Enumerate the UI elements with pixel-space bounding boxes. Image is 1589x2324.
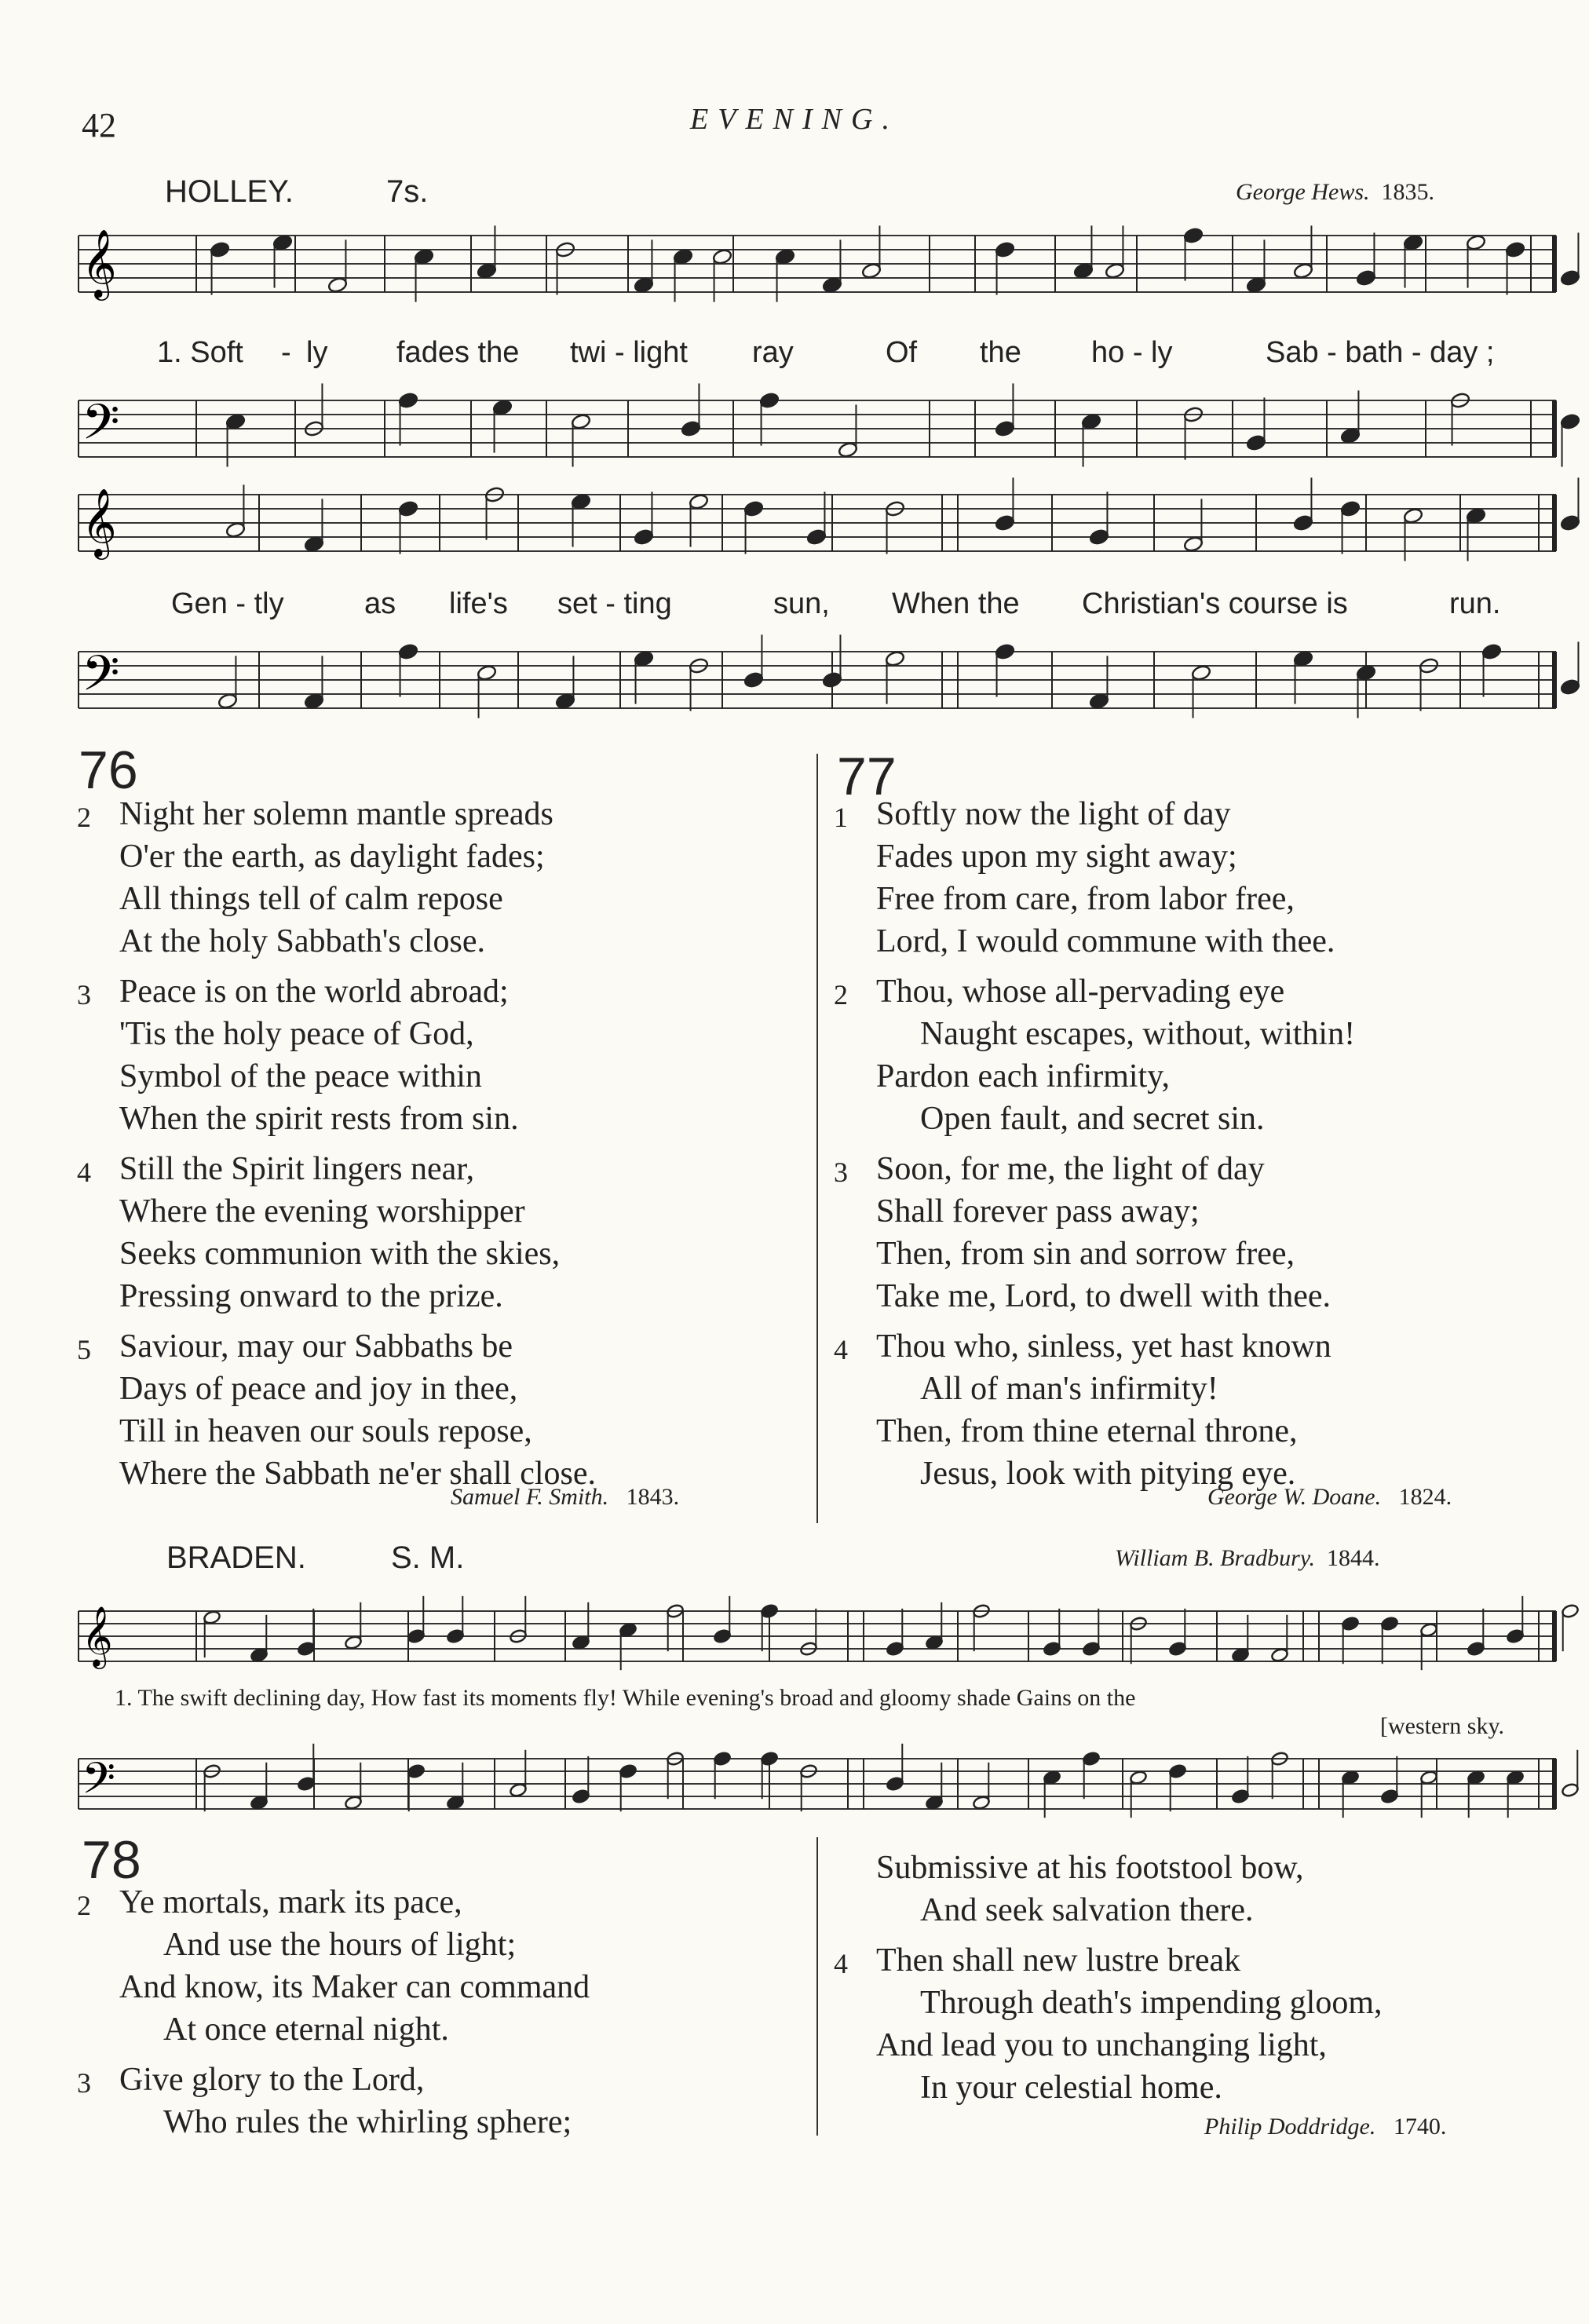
- note-head: [1380, 1616, 1398, 1631]
- note-head: [1183, 535, 1204, 553]
- note-head: [861, 262, 882, 280]
- music-staff: [79, 212, 1556, 316]
- note-head: [925, 1795, 943, 1810]
- tune-name-2: BRADEN.: [166, 1540, 306, 1575]
- note-head: [838, 441, 858, 459]
- lyric-syllable: sun,: [773, 587, 830, 620]
- page-number: 42: [82, 106, 116, 144]
- note-head: [572, 1789, 590, 1803]
- verse-line: Where the Sabbath ne'er shall close.: [119, 1456, 596, 1492]
- note-head: [886, 1776, 904, 1791]
- column-divider-2: [816, 1837, 818, 2136]
- verse-line: Symbol of the peace within: [119, 1058, 482, 1094]
- verse-line: All things tell of calm repose: [119, 881, 503, 917]
- note-head: [407, 1628, 425, 1643]
- note-head: [1560, 678, 1580, 696]
- note-head: [743, 671, 764, 689]
- note-head: [446, 1795, 464, 1810]
- note-head: [272, 234, 293, 251]
- note-head: [217, 692, 238, 710]
- note-head: [806, 528, 827, 546]
- note-head: [1043, 1770, 1061, 1785]
- note-head: [995, 420, 1015, 437]
- note-head: [673, 248, 693, 265]
- note-head: [571, 493, 591, 510]
- note-head: [885, 650, 905, 667]
- lyric-syllable: twi - light: [570, 336, 688, 369]
- verse-number: 3: [77, 2067, 91, 2099]
- note-head: [886, 1641, 904, 1656]
- verse-line: And seek salvation there.: [920, 1892, 1254, 1928]
- lyric-syllable: -: [281, 336, 291, 369]
- verse-number: 4: [834, 1334, 848, 1365]
- verse-line: At once eternal night.: [163, 2012, 449, 2048]
- note-head: [509, 1782, 527, 1797]
- note-head: [210, 241, 230, 258]
- note-head: [1168, 1763, 1186, 1778]
- note-head: [555, 692, 575, 710]
- column-divider: [816, 754, 818, 1523]
- note-head: [398, 392, 418, 409]
- tune-meter-2: S. M.: [391, 1540, 465, 1575]
- note-head: [225, 521, 246, 539]
- note-head: [407, 1763, 425, 1778]
- tune-meter: 7s.: [386, 174, 429, 209]
- note-head: [822, 276, 842, 294]
- note-head: [1560, 514, 1580, 532]
- lyric-syllable: When the: [892, 587, 1020, 620]
- verse-line: In your celestial home.: [920, 2070, 1222, 2106]
- verse-line: Shall forever pass away;: [876, 1193, 1200, 1230]
- note-head: [1191, 664, 1211, 681]
- verse-number: 3: [834, 1157, 848, 1188]
- note-head: [759, 392, 780, 409]
- note-head: [972, 1795, 990, 1810]
- note-head: [1560, 413, 1580, 430]
- note-head: [1246, 434, 1266, 451]
- note-head: [250, 1795, 268, 1810]
- verse-line: When the spirit rests from sin.: [119, 1101, 519, 1137]
- note-head: [250, 1647, 268, 1662]
- note-head: [634, 650, 654, 667]
- verse-line: Still the Spirit lingers near,: [119, 1151, 475, 1187]
- note-head: [572, 1635, 590, 1650]
- verse-line: And lead you to unchanging light,: [876, 2027, 1327, 2063]
- lyric-syllable: as: [364, 587, 396, 620]
- verse-line: Peace is on the world abroad;: [119, 974, 509, 1010]
- note-head: [681, 420, 701, 437]
- note-head: [1082, 1751, 1100, 1766]
- note-head: [1246, 276, 1266, 294]
- note-head: [492, 399, 513, 416]
- verse-line: And know, its Maker can command: [119, 1969, 590, 2005]
- note-head: [1270, 1647, 1288, 1662]
- note-head: [634, 528, 654, 546]
- note-head: [1089, 528, 1109, 546]
- note-head: [304, 692, 324, 710]
- music-staff: [79, 377, 1556, 481]
- note-head: [398, 500, 418, 517]
- note-head: [1341, 1770, 1359, 1785]
- verse-line: Naught escapes, without, within!: [920, 1016, 1356, 1052]
- note-head: [619, 1622, 637, 1637]
- verse-number: 4: [834, 1948, 848, 1979]
- running-head: EVENING.: [690, 103, 899, 136]
- note-head: [1129, 1770, 1147, 1785]
- lyric-syllable: ho - ly: [1091, 336, 1173, 369]
- note-head: [304, 535, 324, 553]
- note-head: [344, 1795, 362, 1810]
- note-head: [1340, 500, 1361, 517]
- verse-line: Where the evening worshipper: [119, 1193, 525, 1230]
- verse-line: Till in heaven our souls repose,: [119, 1413, 532, 1449]
- note-head: [743, 500, 764, 517]
- music-staff: [79, 471, 1556, 575]
- lyric-syllable: Of: [886, 336, 918, 369]
- verse-line: Then, from thine eternal throne,: [876, 1413, 1298, 1449]
- note-head: [1082, 1641, 1100, 1656]
- note-head: [1081, 413, 1101, 430]
- note-head: [446, 1628, 464, 1643]
- hymn-number-78: 78: [82, 1830, 141, 1890]
- lyric-syllable: Sab - bath - day ;: [1266, 336, 1495, 369]
- note-head: [477, 262, 497, 280]
- note-head: [203, 1610, 221, 1624]
- note-head: [1560, 269, 1580, 287]
- note-head: [327, 276, 348, 294]
- clef: 𝄢: [82, 1752, 116, 1814]
- note-head: [1168, 1641, 1186, 1656]
- music-staff: [79, 1588, 1556, 1685]
- note-head: [1356, 269, 1376, 287]
- note-head: [1419, 1622, 1437, 1637]
- note-head: [1506, 1628, 1524, 1643]
- note-head: [1293, 262, 1313, 280]
- verse-line: Night her solemn mantle spreads: [119, 796, 553, 832]
- verse-number: 3: [77, 979, 91, 1010]
- note-head: [477, 664, 497, 681]
- note-head: [995, 643, 1015, 660]
- hymn-77-author: George W. Doane. 1824.: [1207, 1484, 1452, 1510]
- tune-composer: George Hews. 1835.: [1236, 179, 1435, 205]
- verse-line: Free from care, from labor free,: [876, 881, 1295, 917]
- verse-number: 5: [77, 1334, 91, 1365]
- note-head: [1231, 1789, 1249, 1803]
- verse-line: Pressing onward to the prize.: [119, 1278, 503, 1314]
- verse-line: Saviour, may our Sabbaths be: [119, 1328, 513, 1365]
- hymn-76-author: Samuel F. Smith. 1843.: [451, 1484, 680, 1510]
- note-head: [1356, 664, 1376, 681]
- lyric-syllable: 1. Soft: [157, 336, 243, 369]
- verse-line: Soon, for me, the light of day: [876, 1151, 1265, 1187]
- note-head: [1105, 262, 1125, 280]
- note-head: [634, 276, 654, 294]
- note-head: [995, 241, 1015, 258]
- verse-number: 1: [834, 802, 848, 833]
- verse-line: Jesus, look with pitying eye.: [920, 1456, 1296, 1492]
- note-head: [1341, 1616, 1359, 1631]
- note-head: [1467, 1770, 1485, 1785]
- tune-name: HOLLEY.: [165, 174, 294, 209]
- note-head: [713, 1751, 731, 1766]
- note-head: [1089, 692, 1109, 710]
- note-head: [1561, 1603, 1579, 1618]
- note-head: [1293, 514, 1313, 532]
- verse-line: Through death's impending gloom,: [920, 1985, 1383, 2021]
- lyric-syllable: the: [980, 336, 1021, 369]
- note-head: [398, 643, 418, 660]
- note-head: [1506, 1770, 1524, 1785]
- verse-line: Lord, I would commune with thee.: [876, 923, 1335, 959]
- lyric-syllable: Gen - tly: [171, 587, 284, 620]
- verse-line: Pardon each infirmity,: [876, 1058, 1171, 1094]
- verse-number: 2: [77, 802, 91, 833]
- note-head: [414, 248, 434, 265]
- lyric-syllable: set - ting: [557, 587, 672, 620]
- verse-line: Then shall new lustre break: [876, 1942, 1241, 1979]
- verse-line: Who rules the whirling sphere;: [163, 2104, 572, 2140]
- hymn-number-76: 76: [79, 740, 138, 800]
- lyric-syllable: run.: [1449, 587, 1501, 620]
- clef: 𝄢: [82, 645, 120, 714]
- note-head: [1505, 241, 1525, 258]
- verse-line: Thou who, sinless, yet hast known: [876, 1328, 1331, 1365]
- note-head: [1481, 643, 1502, 660]
- note-head: [1403, 234, 1423, 251]
- verse-line: Seeks communion with the skies,: [119, 1236, 561, 1272]
- note-head: [225, 413, 246, 430]
- note-head: [1340, 427, 1361, 444]
- note-head: [1073, 262, 1094, 280]
- verse-line: 'Tis the holy peace of God,: [119, 1016, 474, 1052]
- tune-2-lyrics-continued: [western sky.: [1380, 1713, 1505, 1739]
- verse-line: Submissive at his footstool bow,: [876, 1850, 1304, 1886]
- lyric-syllable: life's: [449, 587, 508, 620]
- note-head: [925, 1635, 943, 1650]
- verse-line: Thou, whose all-pervading eye: [876, 974, 1285, 1010]
- hymn-78-author: Philip Doddridge. 1740.: [1204, 2114, 1447, 2139]
- note-head: [995, 514, 1015, 532]
- tune-composer-2: William B. Bradbury. 1844.: [1115, 1545, 1380, 1571]
- verse-line: Give glory to the Lord,: [119, 2062, 425, 2098]
- clef: 𝄢: [82, 393, 120, 463]
- note-head: [1293, 650, 1313, 667]
- hymn-number-77: 77: [837, 747, 897, 806]
- verse-number: 2: [77, 1890, 91, 1921]
- note-head: [775, 248, 795, 265]
- note-head: [760, 1603, 778, 1618]
- verse-line: Open fault, and secret sin.: [920, 1101, 1265, 1137]
- clef: 𝄞: [82, 488, 117, 557]
- note-head: [760, 1751, 778, 1766]
- note-head: [1403, 507, 1423, 524]
- verse-line: Softly now the light of day: [876, 796, 1231, 832]
- note-head: [1467, 1641, 1485, 1656]
- lyric-syllable: ly: [306, 336, 328, 369]
- verse-line: All of man's infirmity!: [920, 1371, 1218, 1407]
- note-head: [822, 671, 842, 689]
- verse-number: 4: [77, 1157, 91, 1188]
- verse-line: And use the hours of light;: [163, 1927, 517, 1963]
- lyric-syllable: Christian's course is: [1082, 587, 1348, 620]
- tune-2-lyrics: 1. The swift declining day, How fast its moments fly! While evening's broad and gloomy shade Gains on the: [115, 1685, 1136, 1711]
- note-head: [712, 248, 732, 265]
- verse-line: O'er the earth, as daylight fades;: [119, 839, 545, 875]
- note-head: [297, 1776, 315, 1791]
- verse-line: Fades upon my sight away;: [876, 839, 1237, 875]
- verse-line: Take me, Lord, to dwell with thee.: [876, 1278, 1331, 1314]
- note-head: [1466, 507, 1486, 524]
- note-head: [1380, 1789, 1398, 1803]
- music-staff: [79, 628, 1556, 732]
- note-head: [713, 1628, 731, 1643]
- note-head: [1183, 227, 1204, 244]
- note-head: [571, 413, 591, 430]
- note-head: [344, 1635, 362, 1650]
- clef: 𝄞: [82, 1605, 113, 1667]
- lyric-syllable: fades the: [396, 336, 520, 369]
- music-staff: [79, 1735, 1556, 1833]
- note-head: [1043, 1641, 1061, 1656]
- clef: 𝄞: [82, 228, 117, 298]
- note-head: [689, 493, 709, 510]
- note-head: [619, 1763, 637, 1778]
- note-head: [1466, 234, 1486, 251]
- note-head: [1419, 1770, 1437, 1785]
- verse-line: At the holy Sabbath's close.: [119, 923, 485, 959]
- note-head: [1561, 1782, 1579, 1797]
- verse-line: Then, from sin and sorrow free,: [876, 1236, 1295, 1272]
- verse-line: Days of peace and joy in thee,: [119, 1371, 518, 1407]
- verse-line: Ye mortals, mark its pace,: [119, 1884, 462, 1920]
- verse-number: 2: [834, 979, 848, 1010]
- note-head: [1231, 1647, 1249, 1662]
- note-head: [297, 1641, 315, 1656]
- lyric-syllable: ray: [752, 336, 794, 369]
